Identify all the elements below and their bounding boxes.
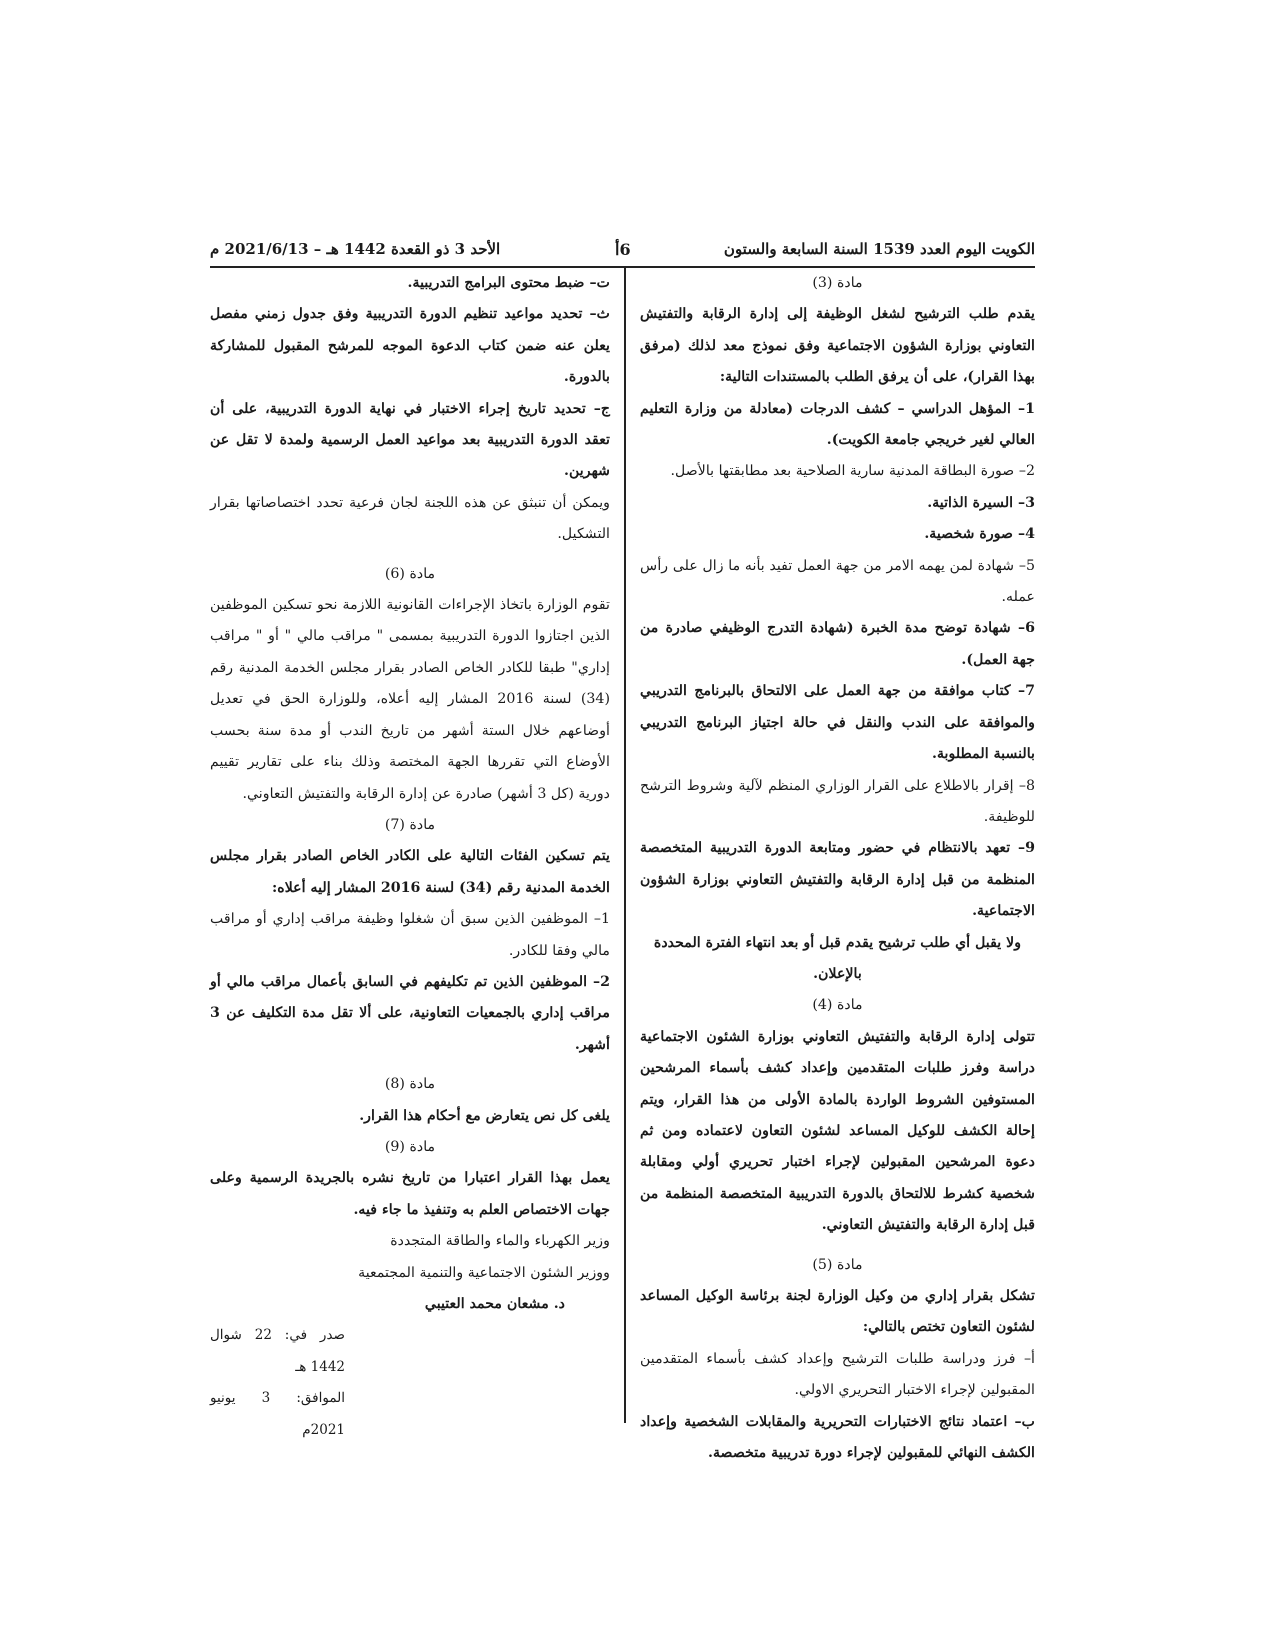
signatory-title-1: وزير الكهرباء والماء والطاقة المتجددة <box>390 1233 610 1250</box>
page-number: 6أ <box>615 240 631 259</box>
list-item: ج– تحديد تاريخ إجراء الاختبار في نهاية الدورة التدريبية، على أن تعقد الدورة التدريبية بعد مواعيد العمل الرسمية ولمدة لا تقل عن شهرين. <box>210 400 610 480</box>
article-5-note: ويمكن أن تنبثق عن هذه اللجنة لجان فرعية تحدد اختصاصاتها بقرار التشكيل. <box>210 494 610 543</box>
list-item: 9– تعهد بالانتظام في حضور ومتابعة الدورة التدريبية المتخصصة المنظمة من قبل إدارة الرقابة والتفتيش التعاوني بوزارة الشؤون الاجتماعية. <box>640 840 1035 920</box>
article-5-text: تشكل بقرار إداري من وكيل الوزارة لجنة برئاسة الوكيل المساعد لشئون التعاون تختص بالتالي: <box>640 1288 1035 1336</box>
list-item: أ– فرز ودراسة طلبات الترشيح وإعداد كشف بأسماء المتقدمين المقبولين لإجراء الاختبار التحريري الاولي. <box>640 1350 1035 1399</box>
article-7-intro: يتم تسكين الفئات التالية على الكادر الخاص الصادر بقرار مجلس الخدمة المدنية رقم (34) لسنة 2016 المشار إليه أعلاه: <box>210 848 610 896</box>
article-6-text: تقوم الوزارة باتخاذ الإجراءات القانونية اللازمة نحو تسكين الموظفين الذين اجتازوا الدورة التدريبية بمسمى " مراقب مالي " أو " مراقب إداري" طبقا للكادر الخاص الصادر بقرار مجلس الخدمة المدنية رقم (34) لسنة 2016 المشار إليه أعلاه، وللوزارة الحق في تعديل أوضاعهم خلال الستة أشهر من تاريخ الندب أو مدة سنة بحسب الأوضاع التي تقررها الجهة المختصة وذلك بناء على تقارير تقييم دورية (كل 3 أشهر) صادرة عن إدارة الرقابة والتفتيش التعاوني. <box>210 597 610 802</box>
signatory-name: د. مشعان محمد العتيبي <box>424 1296 565 1312</box>
list-item: 3– السيرة الذاتية. <box>927 494 1035 511</box>
list-item: 7– كتاب موافقة من جهة العمل على الالتحاق بالبرنامج التدريبي والموافقة على الندب والنقل في حالة اجتياز البرنامج التدريبي بالنسبة المطلوبة. <box>640 683 1035 763</box>
gazette-issue: الكويت اليوم العدد 1539 السنة السابعة والستون <box>723 240 1035 258</box>
signatory-title-2: ووزير الشئون الاجتماعية والتنمية المجتمعية <box>358 1264 610 1281</box>
article-7-heading: مادة (7) <box>384 816 436 833</box>
page-header <box>210 240 1035 268</box>
list-item: 6– شهادة توضح مدة الخبرة (شهادة التدرج الوظيفي صادرة من جهة العمل). <box>640 620 1035 668</box>
list-item: 1– المؤهل الدراسي – كشف الدرجات (معادلة من وزارة التعليم العالي لغير خريجي جامعة الكويت). <box>640 400 1035 449</box>
article-3-heading: مادة (3) <box>812 275 863 291</box>
article-6-heading: مادة (6) <box>384 565 436 582</box>
list-item: 5– شهادة لمن يهمه الامر من جهة العمل تفيد بأنه ما زال على رأس عمله. <box>640 557 1035 606</box>
column-divider <box>624 268 626 1423</box>
corresponding-date: الموافق: 3 يونيو 2021م <box>210 1390 345 1438</box>
list-item: 4– صورة شخصية. <box>924 526 1035 543</box>
list-item: ب– اعتماد نتائج الاختبارات التحريرية والمقابلات الشخصية وإعداد الكشف النهائي للمقبولين لإجراء دورة تدريبية متخصصة. <box>640 1413 1035 1462</box>
article-8-heading: مادة (8) <box>384 1076 436 1093</box>
list-item: 2– الموظفين الذين تم تكليفهم في السابق بأعمال مراقب مالي أو مراقب إداري بالجمعيات التعاونية، على ألا تقل مدة التكليف عن 3 أشهر. <box>210 973 610 1053</box>
article-4-text: تتولى إدارة الرقابة والتفتيش التعاوني بوزارة الشئون الاجتماعية دراسة وفرز طلبات المتقدمين وإعداد كشف بأسماء المرشحين المستوفين الشروط الواردة بالمادة الأولى من هذا القرار، ويتم إحالة الكشف للوكيل المساعد لشئون التعاون لاعتماده ومن ثم دعوة المرشحين المقبولين لإجراء اختبار تحريري أولي ومقابلة شخصية كشرط للالتحاق بالدورة التدريبية المتخصصة المنظمة من قبل إدارة الرقابة والتفتيش التعاوني. <box>640 1028 1035 1234</box>
issue-date: الأحد 3 ذو القعدة 1442 هـ – 2021/6/13 م <box>210 240 501 258</box>
list-item: ت– ضبط محتوى البرامج التدريبية. <box>407 275 610 291</box>
right-column <box>640 268 1035 1469</box>
left-column <box>210 268 610 1446</box>
article-9-text: يعمل بهذا القرار اعتبارا من تاريخ نشره بالجريدة الرسمية وعلى جهات الاختصاص العلم به وتنفيذ ما جاء فيه. <box>210 1170 610 1218</box>
article-9-heading: مادة (9) <box>384 1138 436 1155</box>
article-3-intro: يقدم طلب الترشيح لشغل الوظيفة إلى إدارة الرقابة والتفتيش التعاوني بوزارة الشؤون الاجتماعية وفق نموذج معد لذلك (مرفق بهذا القرار)، على أن يرفق الطلب بالمستندات التالية: <box>640 306 1035 386</box>
article-5-heading: مادة (5) <box>812 1256 863 1273</box>
article-8-text: يلغى كل نص يتعارض مع أحكام هذا القرار. <box>359 1107 610 1124</box>
article-3-note: ولا يقبل أي طلب ترشيح يقدم قبل أو بعد انتهاء الفترة المحددة بالإعلان. <box>653 934 1022 982</box>
article-4-heading: مادة (4) <box>812 997 863 1014</box>
issued-date: صدر في: 22 شوال 1442 هـ <box>210 1327 346 1375</box>
list-item: ث– تحديد مواعيد تنظيم الدورة التدريبية وفق جدول زمني مفصل يعلن عنه ضمن كتاب الدعوة الموجه للمرشح المقبول للمشاركة بالدورة. <box>210 306 610 386</box>
list-item: 1– الموظفين الذين سبق أن شغلوا وظيفة مراقب إداري أو مراقب مالي وفقا للكادر. <box>210 911 610 959</box>
list-item: 2– صورة البطاقة المدنية سارية الصلاحية بعد مطابقتها بالأصل. <box>670 463 1035 480</box>
list-item: 8– إقرار بالاطلاع على القرار الوزاري المنظم لآلية وشروط الترشح للوظيفة. <box>640 777 1035 825</box>
